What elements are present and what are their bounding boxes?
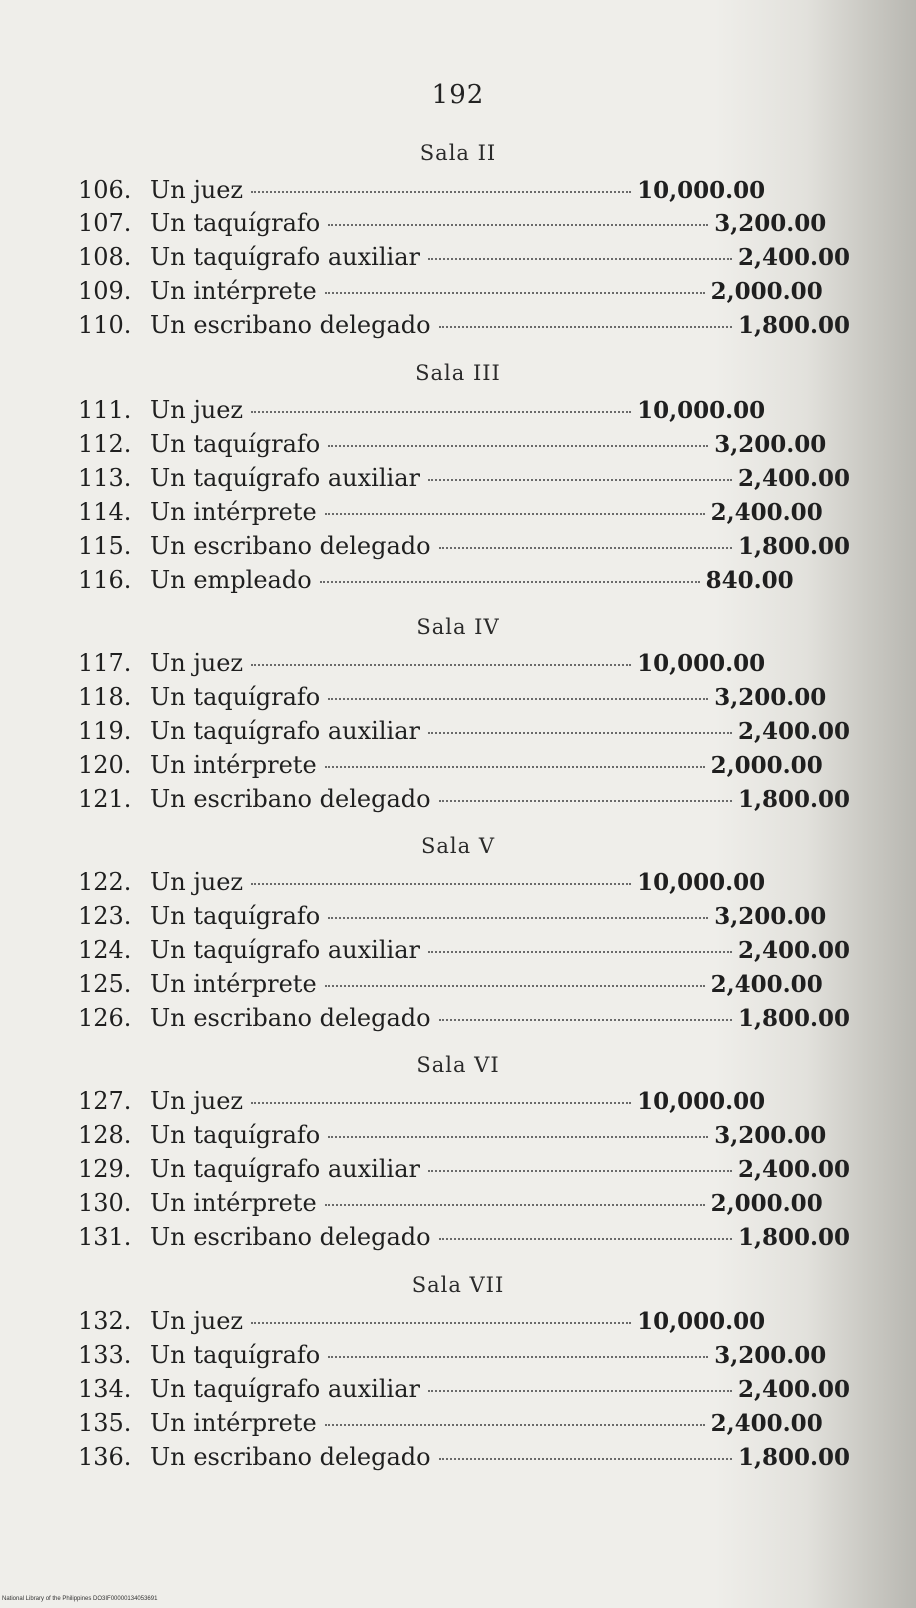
entry-title: Un taquígrafo auxiliar	[150, 717, 420, 745]
entry-number: 106.	[78, 176, 132, 204]
entry-amount: 10,000.00	[637, 177, 766, 204]
entry-amount: 2,400.00	[710, 499, 823, 526]
dot-leader	[251, 1322, 631, 1324]
entry-number: 134.	[78, 1375, 132, 1403]
dot-leader	[428, 1170, 732, 1172]
entry-amount: 2,400.00	[737, 718, 850, 745]
list-item	[78, 498, 850, 531]
dot-leader	[325, 1204, 705, 1206]
entry-number: 115.	[78, 532, 132, 560]
list-item	[78, 464, 850, 497]
dot-leader	[251, 664, 631, 666]
dot-leader	[439, 1238, 732, 1240]
entry-amount: 10,000.00	[637, 397, 766, 424]
list-item	[78, 209, 850, 242]
dot-leader	[439, 547, 732, 549]
entry-amount: 2,000.00	[710, 752, 823, 779]
list-item	[78, 1307, 850, 1340]
entry-amount: 10,000.00	[637, 1308, 766, 1335]
dot-leader	[325, 513, 705, 515]
list-item	[78, 532, 850, 565]
list-item	[78, 396, 850, 429]
list-item	[78, 1155, 850, 1188]
dot-leader	[325, 985, 705, 987]
entry-amount: 2,400.00	[710, 971, 823, 998]
list-item	[78, 936, 850, 969]
entry-amount: 3,200.00	[714, 903, 827, 930]
entry-number: 135.	[78, 1409, 132, 1437]
entry-title: Un empleado	[150, 566, 312, 594]
list-item	[78, 1004, 850, 1037]
entry-number: 112.	[78, 430, 132, 458]
dot-leader	[251, 411, 631, 413]
entry-title: Un juez	[150, 1307, 244, 1335]
dot-leader	[328, 224, 708, 226]
list-item	[78, 1341, 850, 1374]
section-title: Sala III	[415, 361, 501, 385]
entry-amount: 1,800.00	[737, 1005, 850, 1032]
footer-note: National Library of the Philippines DO3IF00000134053691	[2, 1596, 158, 1602]
entry-number: 136.	[78, 1443, 132, 1471]
dot-leader	[251, 191, 631, 193]
entry-title: Un escribano delegado	[150, 1443, 431, 1471]
dot-leader	[320, 581, 700, 583]
entry-title: Un escribano delegado	[150, 311, 431, 339]
dot-leader	[428, 732, 732, 734]
dot-leader	[328, 698, 708, 700]
dot-leader	[428, 479, 732, 481]
list-item	[78, 785, 850, 818]
dot-leader	[428, 258, 732, 260]
entry-number: 128.	[78, 1121, 132, 1149]
list-item	[78, 683, 850, 716]
list-item	[78, 277, 850, 310]
entry-amount: 2,000.00	[710, 278, 823, 305]
entry-amount: 1,800.00	[737, 786, 850, 813]
entry-number: 125.	[78, 970, 132, 998]
list-item	[78, 311, 850, 344]
entry-title: Un intérprete	[150, 751, 317, 779]
entry-amount: 10,000.00	[637, 1088, 766, 1115]
list-item	[78, 1375, 850, 1408]
entry-number: 122.	[78, 868, 132, 896]
entry-title: Un intérprete	[150, 1409, 317, 1437]
dot-leader	[439, 1019, 732, 1021]
dot-leader	[428, 1390, 732, 1392]
entry-title: Un escribano delegado	[150, 532, 431, 560]
dot-leader	[439, 800, 732, 802]
entry-amount: 2,000.00	[710, 1190, 823, 1217]
entry-number: 108.	[78, 243, 132, 271]
entry-title: Un juez	[150, 868, 244, 896]
entry-amount: 840.00	[705, 567, 794, 594]
entry-title: Un juez	[150, 649, 244, 677]
entry-title: Un juez	[150, 396, 244, 424]
entry-amount: 3,200.00	[714, 1122, 827, 1149]
list-item	[78, 430, 850, 463]
entry-title: Un taquígrafo auxiliar	[150, 464, 420, 492]
entry-number: 114.	[78, 498, 132, 526]
entry-number: 117.	[78, 649, 132, 677]
list-item	[78, 1409, 850, 1442]
entry-title: Un taquígrafo auxiliar	[150, 243, 420, 271]
entry-number: 129.	[78, 1155, 132, 1183]
list-item	[78, 751, 850, 784]
entry-amount: 2,400.00	[737, 937, 850, 964]
dot-leader	[251, 1102, 631, 1104]
entry-amount: 10,000.00	[637, 650, 766, 677]
entry-number: 126.	[78, 1004, 132, 1032]
entry-amount: 2,400.00	[737, 1376, 850, 1403]
entry-title: Un taquígrafo	[150, 1341, 321, 1369]
dot-leader	[439, 1458, 732, 1460]
entry-amount: 3,200.00	[714, 210, 827, 237]
dot-leader	[325, 1424, 705, 1426]
entry-number: 111.	[78, 396, 132, 424]
dot-leader	[251, 883, 631, 885]
page-number: 192	[431, 80, 485, 110]
entry-title: Un taquígrafo auxiliar	[150, 936, 420, 964]
entry-amount: 3,200.00	[714, 1342, 827, 1369]
entry-amount: 1,800.00	[737, 533, 850, 560]
entry-number: 116.	[78, 566, 132, 594]
entry-amount: 3,200.00	[714, 684, 827, 711]
dot-leader	[439, 326, 732, 328]
section-title: Sala V	[421, 834, 495, 858]
list-item	[78, 1087, 850, 1120]
entry-title: Un taquígrafo auxiliar	[150, 1375, 420, 1403]
dot-leader	[325, 292, 705, 294]
list-item	[78, 902, 850, 935]
entry-title: Un escribano delegado	[150, 1223, 431, 1251]
entry-title: Un taquígrafo	[150, 1121, 321, 1149]
entry-number: 132.	[78, 1307, 132, 1335]
list-item	[78, 970, 850, 1003]
entry-number: 120.	[78, 751, 132, 779]
entry-number: 121.	[78, 785, 132, 813]
entry-number: 110.	[78, 311, 132, 339]
entry-amount: 1,800.00	[737, 312, 850, 339]
entry-number: 109.	[78, 277, 132, 305]
entry-amount: 3,200.00	[714, 431, 827, 458]
entry-amount: 2,400.00	[737, 1156, 850, 1183]
entry-title: Un taquígrafo	[150, 430, 321, 458]
section-title: Sala VI	[416, 1053, 500, 1077]
entry-amount: 1,800.00	[737, 1224, 850, 1251]
entry-title: Un taquígrafo	[150, 902, 321, 930]
dot-leader	[328, 917, 708, 919]
entry-title: Un escribano delegado	[150, 1004, 431, 1032]
dot-leader	[328, 445, 708, 447]
list-item	[78, 717, 850, 750]
list-item	[78, 566, 850, 599]
entry-amount: 1,800.00	[737, 1444, 850, 1471]
entry-title: Un taquígrafo	[150, 683, 321, 711]
list-item	[78, 1189, 850, 1222]
entry-title: Un juez	[150, 1087, 244, 1115]
list-item	[78, 868, 850, 901]
entry-number: 131.	[78, 1223, 132, 1251]
entry-amount: 10,000.00	[637, 869, 766, 896]
section-title: Sala IV	[416, 615, 500, 639]
entry-number: 123.	[78, 902, 132, 930]
list-item	[78, 243, 850, 276]
entry-title: Un intérprete	[150, 498, 317, 526]
entry-title: Un taquígrafo	[150, 209, 321, 237]
entry-amount: 2,400.00	[710, 1410, 823, 1437]
entry-number: 119.	[78, 717, 132, 745]
dot-leader	[325, 766, 705, 768]
dot-leader	[428, 951, 732, 953]
entry-title: Un escribano delegado	[150, 785, 431, 813]
section-title: Sala II	[419, 141, 497, 165]
list-item	[78, 1443, 850, 1476]
entry-amount: 2,400.00	[737, 465, 850, 492]
list-item	[78, 1121, 850, 1154]
dot-leader	[328, 1356, 708, 1358]
entry-number: 107.	[78, 209, 132, 237]
entry-number: 127.	[78, 1087, 132, 1115]
entry-number: 118.	[78, 683, 132, 711]
entry-title: Un intérprete	[150, 970, 317, 998]
entry-number: 130.	[78, 1189, 132, 1217]
entry-amount: 2,400.00	[737, 244, 850, 271]
dot-leader	[328, 1136, 708, 1138]
entry-number: 124.	[78, 936, 132, 964]
section-title: Sala VII	[411, 1273, 505, 1297]
entry-title: Un taquígrafo auxiliar	[150, 1155, 420, 1183]
entry-title: Un intérprete	[150, 1189, 317, 1217]
entry-title: Un intérprete	[150, 277, 317, 305]
list-item	[78, 1223, 850, 1256]
list-item	[78, 176, 850, 209]
list-item	[78, 649, 850, 682]
entry-title: Un juez	[150, 176, 244, 204]
entry-number: 133.	[78, 1341, 132, 1369]
entry-number: 113.	[78, 464, 132, 492]
